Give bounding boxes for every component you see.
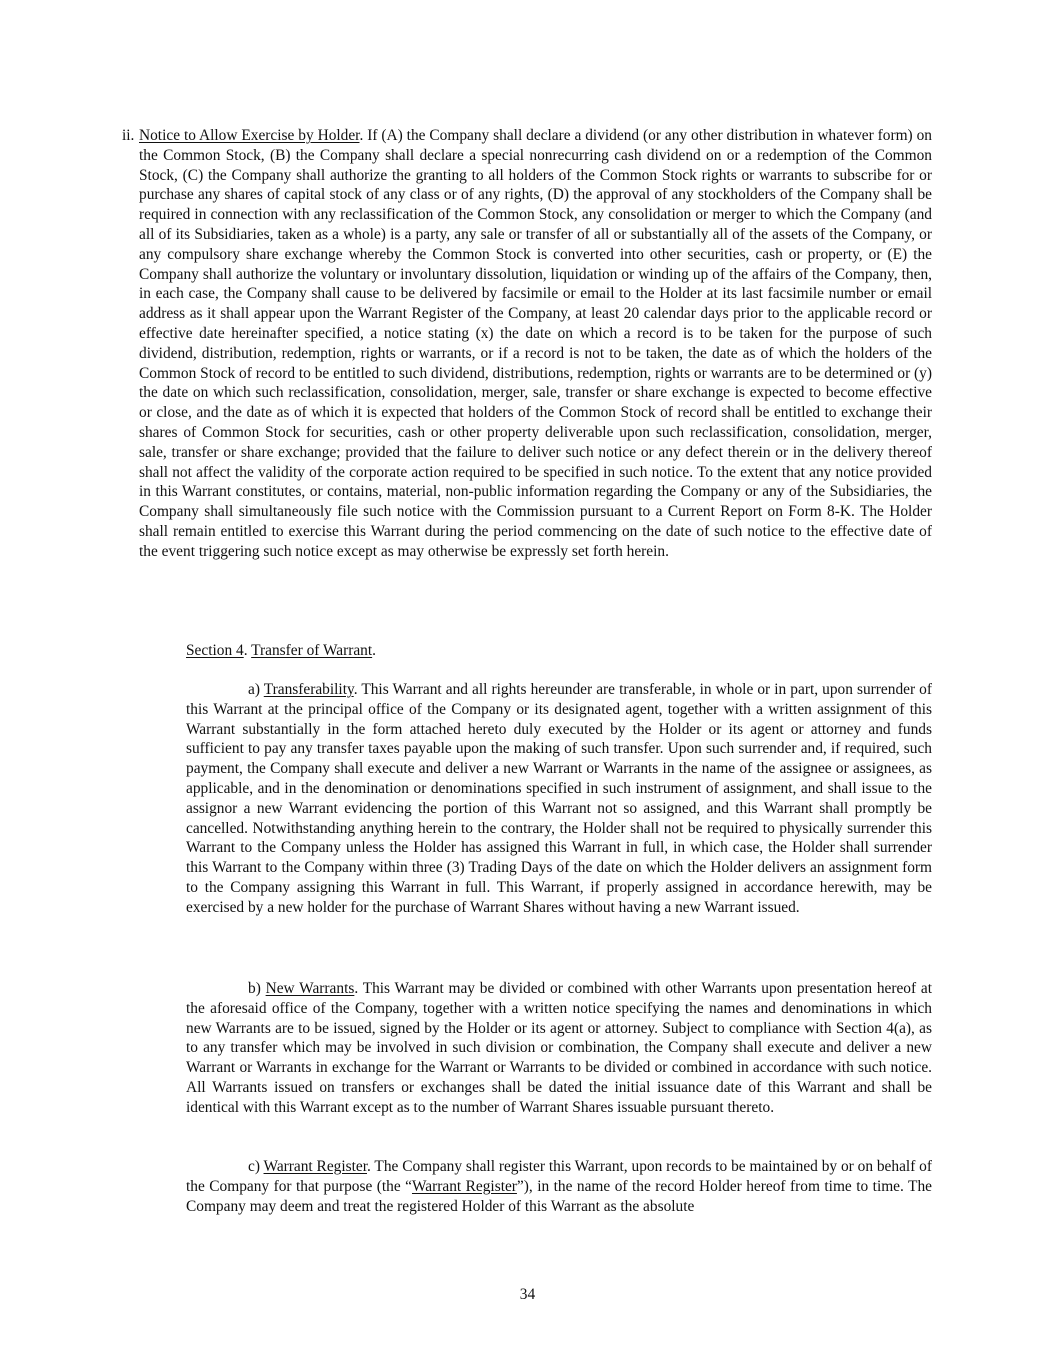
paragraph-prefix: b) — [248, 980, 266, 997]
paragraph-body-part-2: ”), in the name of the record Holder hereof from time to time. The Company may deem and treat the registered Holder of this Warrant as the absolute — [186, 1177, 932, 1215]
paragraph-heading: Transferability — [263, 681, 354, 698]
notice-to-allow-exercise-paragraph — [122, 126, 932, 562]
paragraph-body-part-1: . The Company shall register this Warrant, upon records to be maintained by or on behalf of the Company for that purpose (the “ — [186, 1158, 932, 1195]
section-title-end: . — [372, 642, 376, 659]
page-number: 34 — [519, 1286, 536, 1303]
paragraph-body: . This Warrant and all rights hereunder are transferable, in whole or in part, upon surrender of this Warrant at the principal office of the Company or its designated agent, together with a written assignment of this Warrant substantially in the form attached hereto duly executed by the Holder or its agent or attorney and funds sufficient to pay any transfer taxes payable upon the making of such transfer. Upon such surrender and, if required, such payment, the Company shall execute and deliver a new Warrant or Warrants in the name of the assignee or assignees, as applicable, and in the denomination or denominations specified in such instrument of assignment, and shall issue to the assignor a new Warrant evidencing the portion of this Warrant not so assigned, and this Warrant shall promptly be cancelled. Notwithstanding anything herein to the contrary, the Holder shall not be required to physically surrender this Warrant to the Company unless the Holder has assigned this Warrant in full, in which case, the Holder shall surrender this Warrant to the Company within three (3) Trading Days of the date on which the Holder delivers an assignment form to the Company assigning this Warrant in full. This Warrant, if properly assigned in accordance herewith, may be exercised by a new holder for the purchase of Warrant Shares without having a new Warrant issued. — [186, 681, 933, 916]
new-warrants-paragraph — [186, 979, 932, 1118]
item-marker: ii. — [122, 127, 135, 144]
paragraph-prefix: a) — [248, 681, 264, 698]
section-title: Transfer of Warrant — [251, 642, 373, 659]
paragraph-heading: Notice to Allow Exercise by Holder — [139, 127, 360, 144]
paragraph-text — [139, 126, 932, 562]
paragraph-body: . If (A) the Company shall declare a dividend (or any other distribution in whatever form) on the Common Stock, (B) the Company shall declare a special nonrecurring cash dividend on or a redemption of the Common Stock, (C) the Company shall authorize the granting to all holders of the Common Stock rights or warrants to subscribe for or purchase any shares of capital stock of any class or of any rights, (D) the approval of any stockholders of the Company shall be required in connection with any reclassification of the Common Stock, any consolidation or merger to which the Company (and all of its Subsidiaries, taken as a whole) is a party, any sale or transfer of all or substantially all of the assets of the Company, or any compulsory share exchange whereby the Common Stock is converted into other securities, cash or property, or (E) the Company shall authorize the voluntary or involuntary dissolution, liquidation or winding up of the affairs of the Company, then, in each case, the Company shall cause to be delivered by facsimile or email to the Holder at its last facsimile number or email address as it shall appear upon the Warrant Register of the Company, at least 20 calendar days prior to the applicable record or effective date hereinafter specified, a notice stating (x) the date on which a record is to be taken for the purpose of such dividend, distribution, redemption, rights or warrants, or if a record is not to be taken, the date as of which the holders of the Common Stock of record to be entitled to such dividend, distributions, redemption, rights or warrants are to be determined or (y) the date on which such reclassification, consolidation, merger, sale, transfer or share exchange is expected to become effective or close, and the date as of which it is expected that holders of the Common Stock of record shall be entitled to exchange their shares of Common Stock for securities, cash or other property deliverable upon such reclassification, consolidation, merger, sale, transfer or share exchange; provided that the failure to deliver such notice or any defect therein or in the delivery thereof shall not affect the validity of the corporate action required to be specified in such notice. To the extent that any notice provided in this Warrant constitutes, or contains, material, non-public information regarding the Company or any of the Subsidiaries, the Company shall simultaneously file such notice with the Commission pursuant to a Current Report on Form 8-K. The Holder shall remain entitled to exercise this Warrant during the period commencing on the date of such notice to the effective date of the event triggering such notice except as may otherwise be expressly set forth herein. — [139, 127, 932, 560]
section-separator: . — [243, 642, 252, 659]
defined-term: Warrant Register — [411, 1177, 517, 1195]
section-4-heading — [186, 641, 376, 661]
paragraph-text — [186, 1157, 932, 1216]
section-label: Section 4 — [186, 642, 244, 659]
paragraph-body: . This Warrant may be divided or combined with other Warrants upon presentation hereof at the aforesaid office of the Company, together with a written notice specifying the names and denominations in which new Warrants are to be issued, signed by the Holder or its agent or attorney. Subject to compliance with Section 4(a), as to any transfer which may be involved in such division or combination, the Company shall execute and deliver a new Warrant or Warrants in exchange for the Warrant or Warrants to be divided or combined in accordance with such notice. All Warrants issued on transfers or exchanges shall be dated the initial issuance date of this Warrant and shall be identical with this Warrant except as to the number of Warrant Shares issuable pursuant thereto. — [186, 980, 933, 1116]
paragraph-prefix: c) — [248, 1158, 264, 1175]
transferability-paragraph — [186, 680, 932, 918]
paragraph-heading: Warrant Register — [263, 1158, 367, 1175]
paragraph-heading: New Warrants — [265, 980, 355, 997]
warrant-register-paragraph — [186, 1157, 932, 1216]
paragraph-text — [186, 680, 932, 918]
paragraph-text — [186, 979, 932, 1118]
